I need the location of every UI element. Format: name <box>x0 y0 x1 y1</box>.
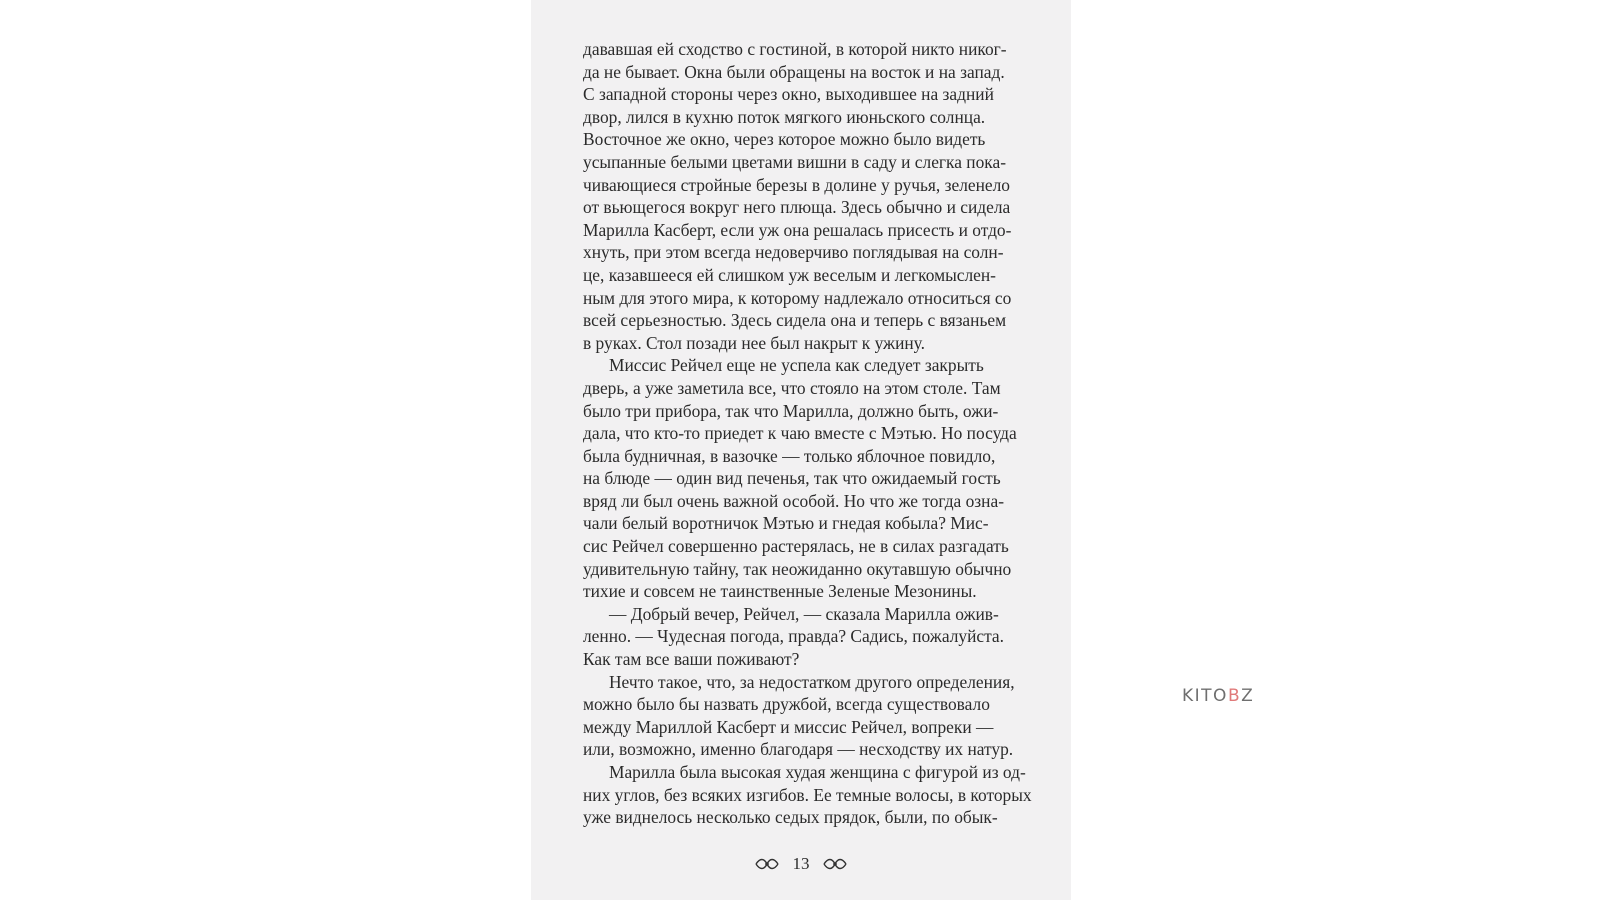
paragraph: дававшая ей сходство с гостиной, в которой никто никог- да не бывает. Окна были обращены на восток и на запад. С западной стороны через окно, выходившее на задний двор, лился в кухню поток мягкого июньского солнца. Восточное же окно, через которое можно было видеть усыпанные белыми цветами вишни в саду и слегка пока- чивающиеся стройные березы в долине у ручья, зеленело от вьющегося вокруг него плюща. Здесь обычно и сидела Марилла Касберт, если уж она решалась присесть и отдо- хнуть, при этом всегда недоверчиво поглядывая на солн- це, казавшееся ей слишком уж веселым и легкомыслен- ным для этого мира, к которому надлежало относиться со всей серьезностью. Здесь сидела она и теперь с вязаньем в руках. Стол позади нее был накрыт к ужину. <box>583 39 1012 353</box>
paragraph: Нечто такое, что, за недостатком другого определения, можно было бы назвать дружбой, всегда существовало между Мариллой Касберт и миссис Рейчел, вопреки — или, возможно, именно благодаря — несходству их натур. <box>583 671 1015 760</box>
fleuron-left-icon <box>754 855 780 873</box>
page-footer <box>531 853 1071 874</box>
page-number: 13 <box>792 854 810 874</box>
page-text <box>583 38 1038 829</box>
watermark-suffix: Z <box>1241 686 1255 706</box>
site-watermark <box>1182 686 1254 706</box>
paragraph: Миссис Рейчел еще не успела как следует закрыть дверь, а уже заметила все, что стояло на этом столе. Там было три прибора, так что Марилла, должно быть, ожи- дала, что кто-то приедет к чаю вместе с Мэтью. Но посуда была будничная, в вазочке — только яблочное повидло, на блюде — один вид печенья, так что ожидаемый гость вряд ли был очень важной особой. Но что же тогда озна- чали белый воротничок Мэтью и гнедая кобыла? Мис- сис Рейчел совершенно растерялась, не в силах разгадать удивительную тайну, так неожиданно окутавшую обычно тихие и совсем не таинственные Зеленые Мезонины. <box>583 355 1017 602</box>
paragraph: — Добрый вечер, Рейчел, — сказала Марилла ожив- ленно. — Чудесная погода, правда? Садись, пожалуйста. Как там все ваши поживают? <box>583 603 1004 670</box>
paragraph: Марилла была высокая худая женщина с фигурой из од- них углов, без всяких изгибов. Ее темные волосы, в которых уже виднелось несколько седых прядок, были, по обык- <box>583 762 1032 828</box>
watermark-mark: B <box>1227 686 1242 706</box>
watermark-prefix: KITO <box>1182 686 1228 706</box>
book-page <box>531 0 1071 900</box>
fleuron-right-icon <box>822 855 848 873</box>
